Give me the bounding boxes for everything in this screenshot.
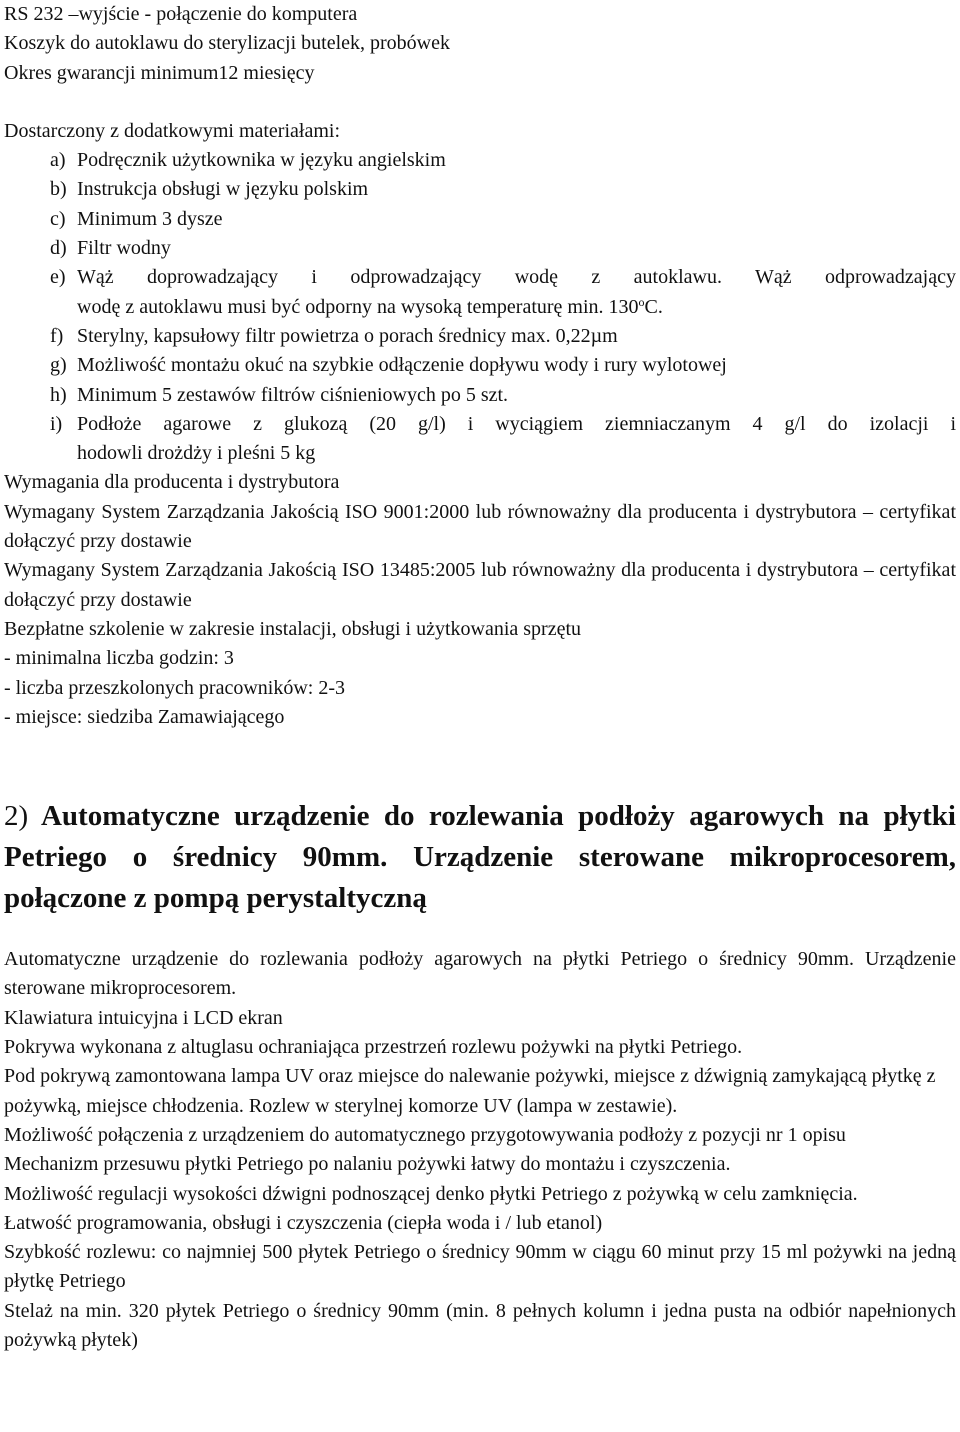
body-paragraph: Szybkość rozlewu: co najmniej 500 płytek Petriego o średnicy 90mm w ciągu 60 minut przy 15 ml pożywki na jedną płytkę Petriego	[4, 1241, 956, 1293]
body-paragraph: Pod pokrywą zamontowana lampa UV oraz miejsce do nalewanie pożywki, miejsce z dźwignią zamykającą płytkę z pożywką, miejsce chłodzenia. Rozlew w sterylnej komorze UV (lampa w zestawie).	[4, 1065, 936, 1117]
body-paragraph: Pokrywa wykonana z altuglasu ochraniająca przestrzeń rozlewu pożywki na płytki Petriego.	[4, 1036, 743, 1059]
requirement-line: - miejsce: siedziba Zamawiającego	[4, 705, 285, 728]
list-text: Możliwość montażu okuć na szybkie odłączenie dopływu wody i rury wylotowej	[77, 354, 727, 377]
requirement-line: Bezpłatne szkolenie w zakresie instalacji, obsługi i użytkowania sprzętu	[4, 617, 582, 640]
list-item	[4, 351, 956, 380]
list-label: h)	[50, 383, 67, 406]
body-paragraph: Automatyczne urządzenie do rozlewania podłoży agarowych na płytki Petriego o średnicy 90mm. Urządzenie sterowane mikroprocesorem.	[4, 948, 956, 1000]
body-paragraph: Łatwość programowania, obsługi i czyszczenia (ciepła woda i / lub etanol)	[4, 1211, 603, 1234]
list-text: Minimum 5 zestawów filtrów ciśnieniowych po 5 szt.	[77, 383, 509, 406]
supplied-intro: Dostarczony z dodatkowymi materiałami:	[4, 119, 341, 142]
list-text: Podręcznik użytkownika w języku angielskim	[77, 149, 446, 172]
list-text-end: C.	[644, 295, 663, 318]
section-heading	[4, 796, 956, 919]
text-line: Koszyk do autoklawu do sterylizacji butelek, probówek	[4, 32, 450, 55]
supplied-list	[4, 146, 956, 468]
list-item	[4, 146, 956, 175]
text-line: Okres gwarancji minimum12 miesięcy	[4, 61, 315, 84]
requirement-line: - liczba przeszkolonych pracowników: 2-3	[4, 676, 345, 699]
section-title: Automatyczne urządzenie do rozlewania podłoży agarowych na płytki Petriego o średnicy 90mm. Urządzenie sterowane mikroprocesorem, połączone z pompą perystaltyczną	[4, 800, 956, 915]
list-label: b)	[50, 178, 67, 201]
list-item	[4, 234, 956, 263]
list-item	[4, 205, 956, 234]
list-text: Minimum 3 dysze	[77, 207, 223, 230]
requirements-block	[4, 468, 956, 732]
list-text-line1: Podłoże agarowe z glukozą (20 g/l) i wyciągiem ziemniaczanym 4 g/l do izolacji i	[77, 412, 956, 435]
degree-superscript: o	[638, 294, 645, 309]
requirement-line: Wymagany System Zarządzania Jakością ISO 13485:2005 lub równoważny dla producenta i dystrybutora – certyfikat dołączyć przy dostawie	[4, 559, 956, 611]
list-item	[4, 410, 956, 469]
section-body	[4, 945, 956, 1355]
body-paragraph: Stelaż na min. 320 płytek Petriego o średnicy 90mm (min. 8 pełnych kolumn i jedna pusta na odbiór napełnionych pożywką płytek)	[4, 1299, 956, 1351]
list-text-line2: hodowli drożdży i pleśni 5 kg	[77, 442, 316, 465]
list-label: f)	[50, 324, 64, 347]
body-paragraph: Mechanizm przesuwu płytki Petriego po nalaniu pożywki łatwy do montażu i czyszczenia.	[4, 1153, 731, 1176]
body-paragraph: Klawiatura intuicyjna i LCD ekran	[4, 1006, 283, 1029]
list-text: Filtr wodny	[77, 237, 171, 260]
header-lines	[4, 0, 956, 88]
list-item	[4, 381, 956, 410]
list-text: Sterylny, kapsułowy filtr powietrza o porach średnicy max. 0,22µm	[77, 324, 618, 347]
list-item	[4, 322, 956, 351]
list-item	[4, 263, 956, 322]
section-number: 2)	[4, 800, 29, 833]
text-line: RS 232 –wyjście - połączenie do komputera	[4, 3, 358, 25]
list-label: i)	[50, 412, 63, 435]
requirement-line: - minimalna liczba godzin: 3	[4, 647, 234, 670]
list-text: Instrukcja obsługi w języku polskim	[77, 178, 369, 201]
list-item	[4, 175, 956, 204]
list-text-line2: wodę z autoklawu musi być odporny na wysoką temperaturę min. 130	[77, 295, 639, 318]
list-label: e)	[50, 266, 66, 289]
list-label: a)	[50, 149, 66, 172]
requirements-title: Wymagania dla producenta i dystrybutora	[4, 471, 340, 494]
requirement-line: Wymagany System Zarządzania Jakością ISO 9001:2000 lub równoważny dla producenta i dystrybutora – certyfikat dołączyć przy dostawie	[4, 500, 956, 553]
list-text-line1: Wąż doprowadzający i odprowadzający wodę z autoklawu. Wąż odprowadzający	[77, 266, 956, 289]
list-label: d)	[50, 237, 67, 260]
list-label: g)	[50, 354, 67, 377]
body-paragraph: Możliwość połączenia z urządzeniem do automatycznego przygotowywania podłoży z pozycji nr 1 opisu	[4, 1123, 846, 1146]
body-paragraph: Możliwość regulacji wysokości dźwigni podnoszącej denko płytki Petriego z pożywką w celu zamknięcia.	[4, 1182, 858, 1205]
list-label: c)	[50, 207, 66, 230]
